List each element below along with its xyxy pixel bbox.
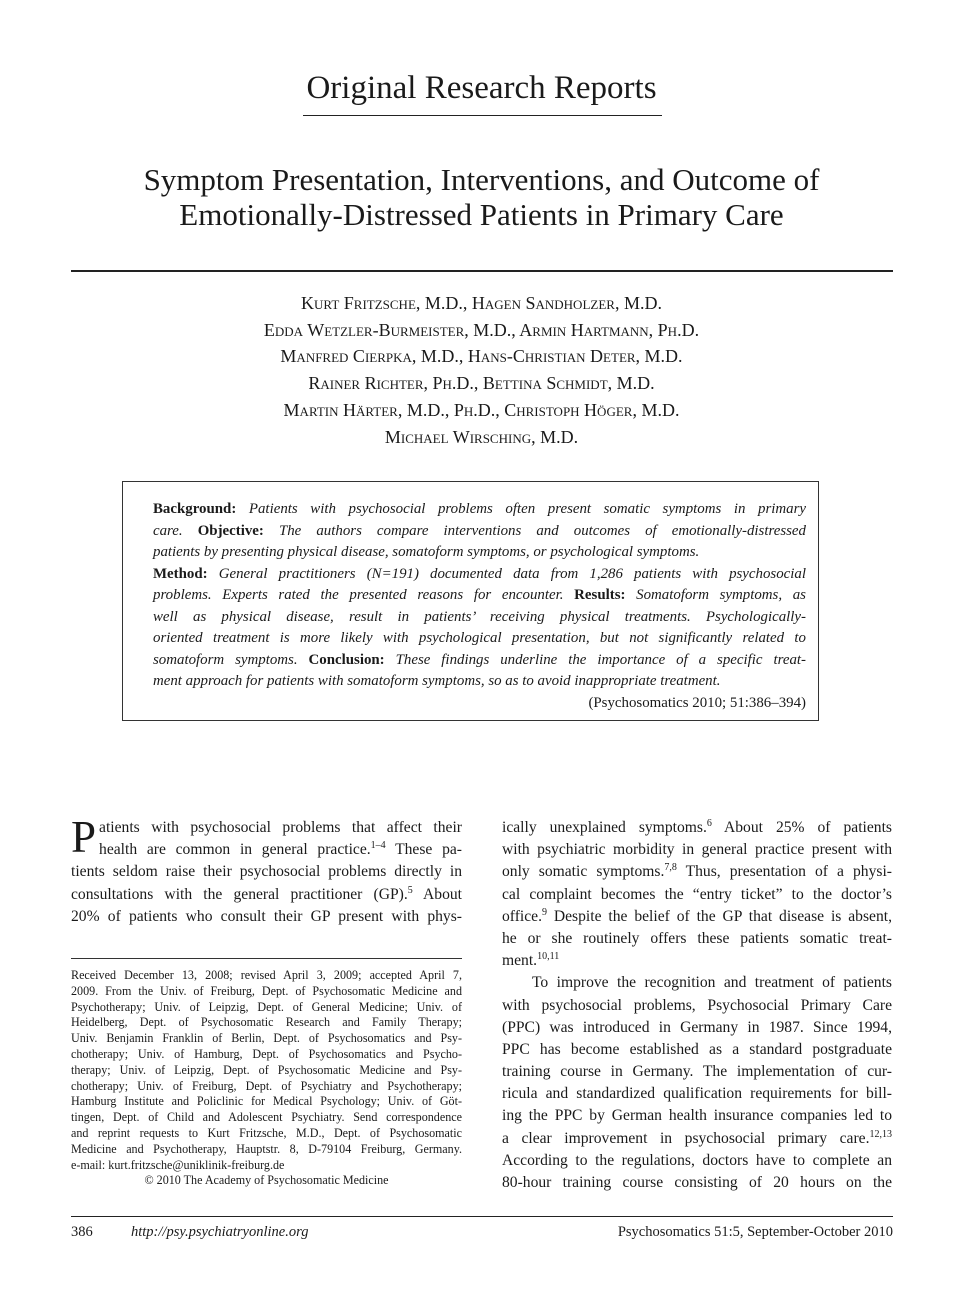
footnote-line: therapy; Univ. of Leipzig, Dept. of Psychosomatic Medicine and Psy- [71, 1062, 462, 1077]
footnote-line: Hamburg Institute and Policlinic for Medical Psychology; Univ. of Göt- [71, 1094, 462, 1109]
body-line: (PPC) was introduced in Germany in 1987. Since 1994, [502, 1018, 892, 1036]
body-line: training course in Germany. The implementation of cur- [502, 1063, 892, 1081]
footnote-line: tingen, Dept. of Child and Adolescent Psychiatry. Send correspondence [71, 1110, 462, 1125]
body-line: atients with psychosocial problems that affect their [99, 819, 462, 836]
author-line: Kurt Fritzsche, M.D., Hagen Sandholzer, M.D. [301, 293, 662, 313]
abstract-text: The authors compare interventions and outcomes of emotionally-distressed [278, 522, 806, 539]
footnote-line: chotherapy; Univ. of Hamburg, Dept. of Psychosomatics and Psycho- [71, 1046, 462, 1061]
title-line: Symptom Presentation, Interventions, and Outcome of [143, 162, 820, 197]
footnote-line: Psychotherapy; Univ. of Leipzig, Dept. of General Medicine; Univ. of [71, 999, 462, 1014]
body-line: with psychosocial problems, Psychosocial Primary Care [502, 996, 892, 1014]
body-text: About 25% of patients [711, 819, 892, 836]
abstract-line [153, 564, 806, 586]
article-footnote [71, 968, 462, 1189]
body-line: 20% of patients who consult their GP present with phys- [71, 907, 462, 925]
body-line [502, 1128, 892, 1150]
body-line: tients seldom raise their psychosocial problems directly in [71, 863, 462, 881]
background-label: Background: [153, 501, 237, 517]
author-line: Manfred Cierpka, M.D., Hans-Christian Deter, M.D. [280, 346, 683, 367]
body-text: health are common in general practice. [99, 841, 371, 859]
footnote-email: e-mail: kurt.fritzsche@uniklinik-freiburg.de [71, 1157, 285, 1172]
citation-ref: 7,8 [664, 862, 677, 874]
body-line: According to the regulations, doctors have to complete an [502, 1151, 892, 1169]
drop-cap: P [71, 812, 97, 862]
abstract-text: well as physical disease, result in patients’ receiving physical treatments. Psychologically- [153, 608, 806, 625]
title-divider [71, 270, 893, 272]
body-text: Thus, presentation of a physi- [676, 863, 892, 881]
abstract-line [153, 628, 806, 650]
author-list [0, 290, 963, 450]
citation-ref: 5 [407, 884, 413, 896]
body-line: ing the PPC by German health insurance companies led to [502, 1107, 892, 1125]
footnote-line: Received December 13, 2008; revised April 3, 2009; accepted April 7, [71, 968, 462, 982]
footnote-line: Medicine and Psychotherapy, Hauptstr. 8, D-79104 Freiburg, Germany. [71, 1141, 462, 1156]
footer-divider [71, 1216, 893, 1217]
abstract-text: General practitioners (N=191) documented data from 1,286 patients with psychosocial [218, 565, 806, 582]
footnote-line: chotherapy; Univ. of Freiburg, Dept. of Psychiatry and Psychotherapy; [71, 1078, 462, 1093]
abstract-text: care. [153, 522, 183, 539]
body-line: PPC has become established as a standard postgraduate [502, 1040, 892, 1058]
body-line [71, 839, 462, 861]
body-text: a clear improvement in psychosocial primary care. [502, 1129, 870, 1147]
author-line: Edda Wetzler-Burmeister, M.D., Armin Hartmann, Ph.D. [263, 319, 700, 340]
body-text: office. [502, 907, 542, 925]
body-line [502, 817, 892, 839]
abstract-text: Somatoform symptoms, as [636, 587, 806, 603]
abstract-text: ment approach for patients with somatoform symptoms, so as to avoid inappropriate treatment. [153, 673, 721, 689]
body-line: with psychiatric morbidity in general practice present with [502, 841, 892, 859]
abstract-line [153, 542, 806, 564]
copyright: © 2010 The Academy of Psychosomatic Medicine [144, 1173, 389, 1188]
body-text: About [412, 885, 462, 903]
abstract-line [153, 521, 806, 543]
body-text: These pa- [385, 841, 462, 859]
body-line: ricula and standardized qualification requirements for bill- [502, 1085, 892, 1103]
abstract-text: problems. Experts rated the presented reasons for encounter. [153, 587, 564, 603]
body-text: only somatic symptoms. [502, 863, 665, 881]
citation-ref: 9 [541, 906, 547, 918]
body-left-column [71, 812, 462, 928]
abstract-text: somatoform symptoms. [153, 651, 298, 668]
abstract-text: Patients with psychosocial problems often present somatic symptoms in primary [248, 501, 806, 517]
author-line: Michael Wirsching, M.D. [384, 426, 579, 447]
body-line [502, 861, 892, 883]
journal-citation: Psychosomatics 51:5, September-October 2010 [617, 1224, 893, 1240]
body-text: ically unexplained symptoms. [502, 819, 707, 836]
abstract-text: oriented treatment is more likely with psychological presentation, but not significantly related to [153, 630, 806, 646]
abstract-line [153, 499, 806, 521]
article-title [60, 162, 903, 232]
body-line: 80-hour training course consisting of 20 hours on the [502, 1174, 892, 1191]
body-text: ment. [502, 952, 538, 970]
body-line: cal complaint becomes the “entry ticket” to the doctor’s [502, 885, 892, 903]
citation-ref: 1–4 [370, 840, 386, 852]
footnote-line: Heidelberg, Dept. of Psychosomatic Research and Family Therapy; [71, 1015, 462, 1030]
journal-url-link[interactable]: http://psy.psychiatryonline.org [131, 1224, 309, 1240]
footnote-line: Univ. Benjamin Franklin of Berlin, Dept. of Psychosomatics and Psy- [71, 1031, 462, 1046]
footnote-line: and reprint requests to Kurt Fritzsche, M.D., Dept. of Psychosomatic [71, 1125, 462, 1140]
abstract-citation: (Psychosomatics 2010; 51:386–394) [588, 694, 806, 711]
results-label: Results: [574, 587, 626, 603]
body-text: consultations with the general practitioner (GP). [71, 885, 408, 903]
section-heading: Original Research Reports [306, 70, 657, 106]
abstract-line [153, 671, 806, 693]
title-line: Emotionally-Distressed Patients in Primary Care [179, 197, 784, 232]
abstract-line [153, 607, 806, 629]
body-line [502, 906, 892, 928]
abstract-line [153, 585, 806, 607]
conclusion-label: Conclusion: [308, 651, 385, 668]
abstract-text: patients by presenting physical disease, somatoform symptoms, or psychological symptoms. [153, 544, 700, 560]
body-line: To improve the recognition and treatment of patients [532, 974, 892, 992]
footnote-divider [71, 958, 462, 959]
section-underline [303, 115, 662, 116]
citation-ref: 12,13 [869, 1128, 892, 1140]
citation-ref: 6 [706, 818, 712, 829]
method-label: Method: [153, 565, 208, 582]
body-line [502, 950, 892, 972]
body-line: he or she routinely offers these patients somatic treat- [502, 929, 892, 947]
body-line [71, 884, 462, 906]
page-number: 386 [71, 1224, 93, 1240]
objective-label: Objective: [197, 522, 264, 539]
body-text: Despite the belief of the GP that disease is absent, [546, 907, 892, 925]
author-line: Rainer Richter, Ph.D., Bettina Schmidt, M.D. [308, 373, 655, 394]
author-line: Martin Härter, M.D., Ph.D., Christoph Höger, M.D. [283, 399, 680, 420]
citation-ref: 10,11 [537, 951, 560, 963]
footnote-line: 2009. From the Univ. of Freiburg, Dept. of Psychosomatic Medicine and [71, 983, 462, 998]
abstract-box [122, 481, 819, 721]
abstract-line [153, 650, 806, 672]
abstract-text: These findings underline the importance of a specific treat- [395, 651, 806, 668]
body-right-column [502, 817, 892, 1194]
